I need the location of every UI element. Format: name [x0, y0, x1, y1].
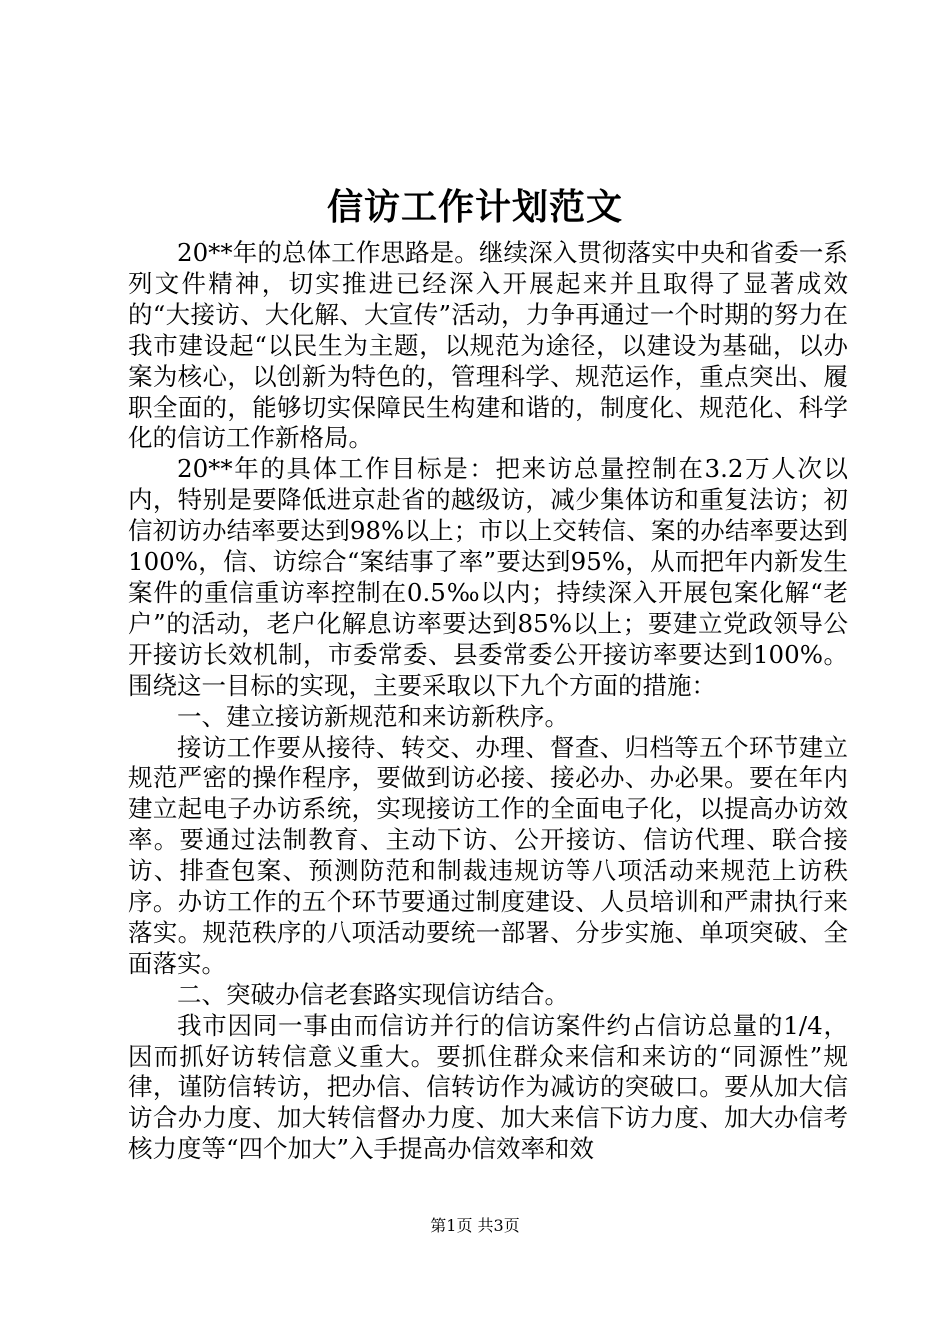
document-title: 信访工作计划范文 — [326, 186, 623, 228]
section-heading-2: 二、突破办信老套路实现信访结合。 — [177, 979, 569, 1009]
paragraph-section-2: 我市因同一事由而信访并行的信访案件约占信访总量的1/4，因而抓好访转信意义重大。要抓住群众来信和来访的“同源性”规律，谨防信转访，把办信、信转访作为减访的突破口。要从加大信访合办力度、加大转信督办力度、加大来信下访力度、加大办信考核力度等“四个加大”入手提高办信效率和效 — [128, 1010, 848, 1164]
document-body — [128, 238, 848, 1165]
paragraph-specific-goals: 20**年的具体工作目标是：把来访总量控制在3.2万人次以内，特别是要降低进京赴省的越级访，减少集体访和重复法访；初信初访办结率要达到98%以上；市以上交转信、案的办结率要达到100%，信、访综合“案结事了率”要达到95%，从而把年内新发生案件的重信重访率控制在0.5‰以内；持续深入开展包案化解“老户”的活动，老户化解息访率要达到85%以上；要建立党政领导公开接访长效机制，市委常委、县委常委公开接访率要达到100%。围绕这一目标的实现，主要采取以下九个方面的措施： — [128, 454, 848, 700]
page-number-footer: 第1页 共3页 — [430, 1216, 520, 1235]
paragraph-section-1: 接访工作要从接待、转交、办理、督查、归档等五个环节建立规范严密的操作程序，要做到访必接、接必办、办必果。要在年内建立起电子办访系统，实现接访工作的全面电子化，以提高办访效率。要通过法制教育、主动下访、公开接访、信访代理、联合接访、排查包案、预测防范和制裁违规访等八项活动来规范上访秩序。办访工作的五个环节要通过制度建设、人员培训和严肃执行来落实。规范秩序的八项活动要统一部署、分步实施、单项突破、全面落实。 — [128, 732, 848, 978]
paragraph-overall-approach: 20**年的总体工作思路是。继续深入贯彻落实中央和省委一系列文件精神，切实推进已经深入开展起来并且取得了显著成效的“大接访、大化解、大宣传”活动，力争再通过一个时期的努力在我市建设起“以民生为主题，以规范为途径，以建设为基础，以办案为核心，以创新为特色的，管理科学、规范运作，重点突出、履职全面的，能够切实保障民生构建和谐的，制度化、规范化、科学化的信访工作新格局。 — [128, 238, 848, 453]
section-heading-1: 一、建立接访新规范和来访新秩序。 — [177, 701, 569, 731]
